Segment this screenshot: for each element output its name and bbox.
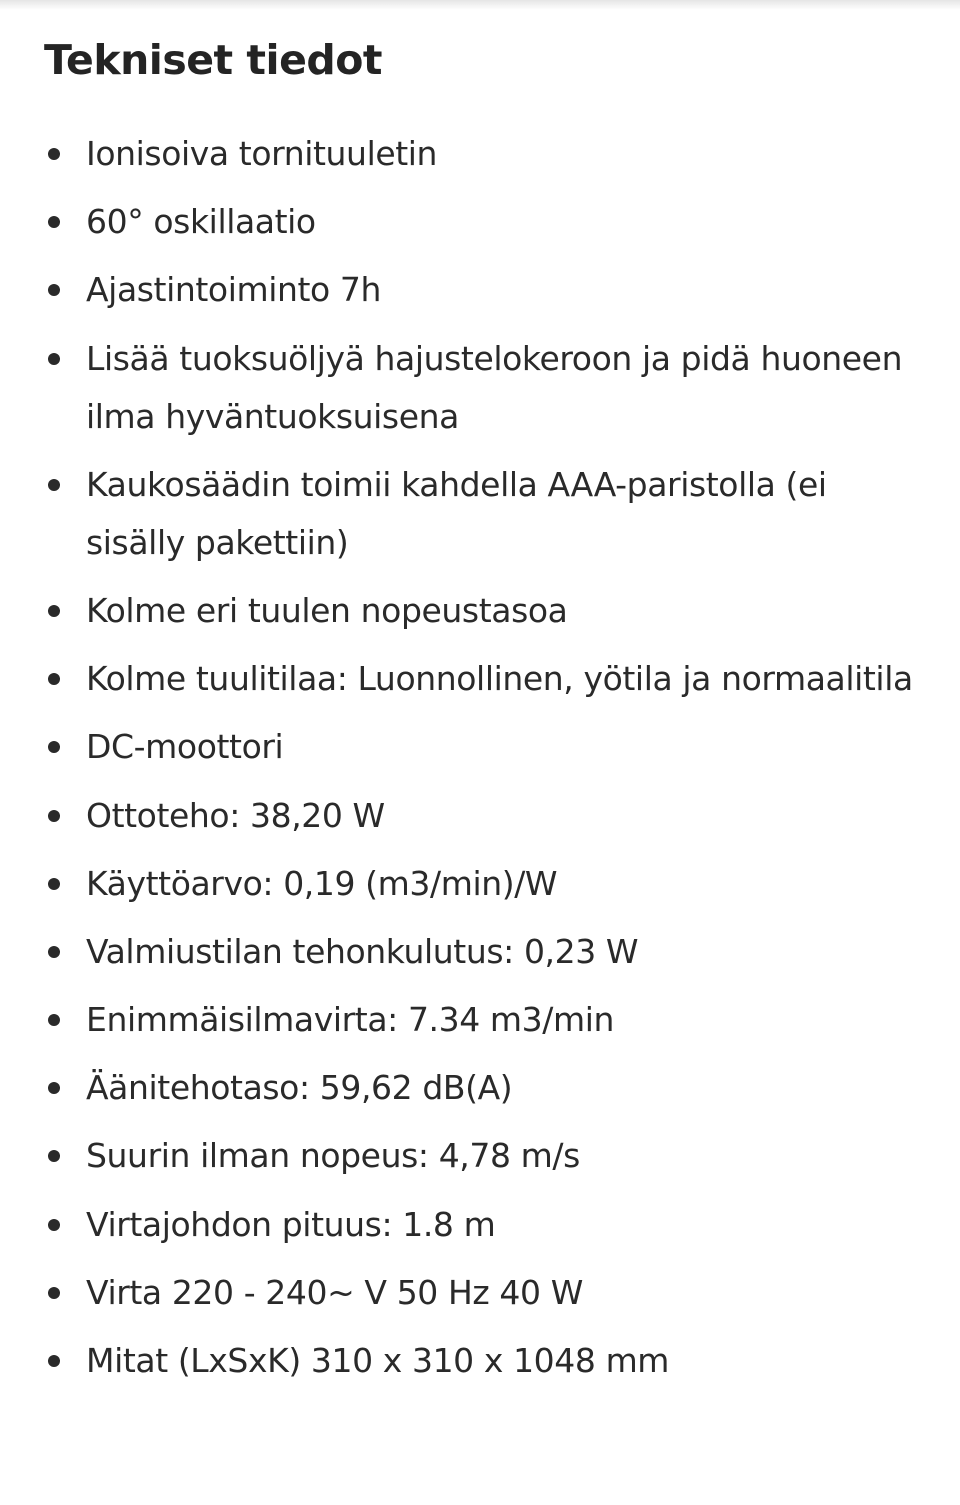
list-item xyxy=(44,991,924,1049)
spec-text: Enimmäisilmavirta: 7.34 m3/min xyxy=(86,1000,615,1040)
spec-text: Kolme tuulitilaa: Luonnollinen, yötila ja normaalitila xyxy=(86,659,913,699)
list-item xyxy=(44,582,924,640)
list-item xyxy=(44,855,924,913)
bullet-dot-icon xyxy=(48,1219,60,1231)
technical-details-section xyxy=(44,34,924,1400)
spec-text: Ajastintoiminto 7h xyxy=(86,270,382,310)
spec-text: Kolme eri tuulen nopeustasoa xyxy=(86,590,568,630)
spec-text: Mitat (LxSxK) 310 x 310 x 1048 mm xyxy=(86,1341,670,1380)
spec-text: Virtajohdon pituus: 1.8 m xyxy=(86,1204,496,1244)
list-item xyxy=(44,1196,924,1254)
list-item xyxy=(44,923,924,981)
spec-text: Käyttöarvo: 0,19 (m3/min)/W xyxy=(86,863,558,903)
list-item xyxy=(44,1264,924,1322)
list-item xyxy=(44,718,924,776)
list-item xyxy=(44,1059,924,1117)
section-title: Tekniset tiedot xyxy=(44,36,382,84)
bullet-dot-icon xyxy=(48,353,60,365)
spec-text: DC-moottori xyxy=(86,727,284,767)
list-item xyxy=(44,330,924,446)
bullet-dot-icon xyxy=(48,878,60,890)
list-item xyxy=(44,193,924,251)
top-edge-shadow xyxy=(0,0,960,10)
bullet-dot-icon xyxy=(48,148,60,160)
bullet-dot-icon xyxy=(48,1082,60,1094)
list-item xyxy=(44,261,924,319)
list-item xyxy=(44,125,924,183)
bullet-dot-icon xyxy=(48,1150,60,1162)
list-item xyxy=(44,1332,924,1390)
list-item xyxy=(44,650,924,708)
spec-text: Lisää tuoksuöljyä hajustelokeroon ja pidä huoneen ilma hyväntuoksuisena xyxy=(86,338,903,436)
spec-text: Valmiustilan tehonkulutus: 0,23 W xyxy=(86,931,639,971)
spec-text: Suurin ilman nopeus: 4,78 m/s xyxy=(86,1136,580,1176)
bullet-dot-icon xyxy=(48,216,60,228)
bullet-dot-icon xyxy=(48,741,60,753)
bullet-dot-icon xyxy=(48,1355,60,1367)
spec-text: Ottoteho: 38,20 W xyxy=(86,795,385,835)
spec-text: Ionisoiva tornituuletin xyxy=(86,134,438,173)
list-item xyxy=(44,456,924,572)
bullet-dot-icon xyxy=(48,1287,60,1299)
bullet-dot-icon xyxy=(48,946,60,958)
spec-list xyxy=(44,125,924,1390)
spec-text: Äänitehotaso: 59,62 dB(A) xyxy=(86,1068,513,1108)
bullet-dot-icon xyxy=(48,673,60,685)
spec-text: 60° oskillaatio xyxy=(86,202,316,242)
bullet-dot-icon xyxy=(48,605,60,617)
bullet-dot-icon xyxy=(48,284,60,296)
bullet-dot-icon xyxy=(48,810,60,822)
spec-text: Virta 220 - 240~ V 50 Hz 40 W xyxy=(86,1272,583,1312)
spec-text: Kaukosäädin toimii kahdella AAA-paristolla (ei sisälly pakettiin) xyxy=(86,464,827,562)
bullet-dot-icon xyxy=(48,479,60,491)
list-item xyxy=(44,1127,924,1185)
list-item xyxy=(44,787,924,845)
bullet-dot-icon xyxy=(48,1014,60,1026)
